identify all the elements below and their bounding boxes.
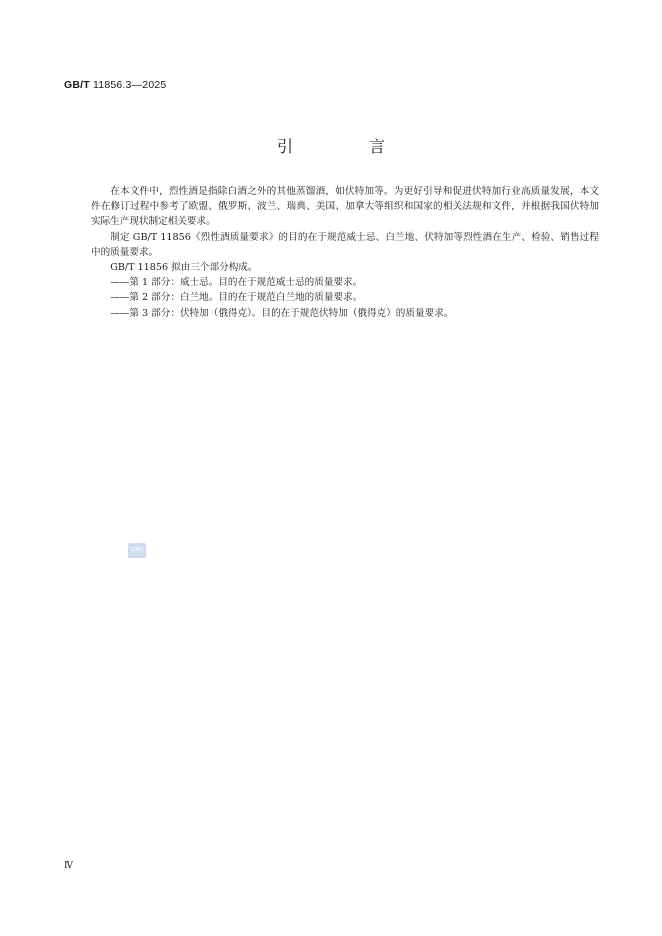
list-item-part-2: ——第 2 部分：白兰地。目的在于规范白兰地的质量要求。 xyxy=(110,292,363,304)
standard-number: 11856.3—2025 xyxy=(93,79,167,91)
paragraph-structure: GB/T 11856 拟由三个部分构成。 xyxy=(110,262,258,274)
page-number: Ⅳ xyxy=(64,861,73,871)
standard-prefix: GB/T xyxy=(64,79,90,91)
page-title: 引 言 xyxy=(276,137,415,156)
paragraph-purpose: 制定 GB/T 11856《烈性酒质量要求》的目的在于规范威士忌、白兰地、伏特加等烈性酒在生产、检验、销售过程中的质量要求。 xyxy=(91,231,599,258)
paragraph-definition: 在本文件中，烈性酒是指除白酒之外的其他蒸馏酒，如伏特加等。为更好引导和促进伏特加行业高质量发展，本文件在修订过程中参考了欧盟、俄罗斯、波兰、瑞典、美国、加拿大等组织和国家的相关法规和文件，并根据我国伏特加实际生产现状制定相关要求。 xyxy=(91,186,599,228)
watermark-logo: SDAC xyxy=(128,543,146,558)
list-item-part-3: ——第 3 部分：伏特加（俄得克）。目的在于规范伏特加（俄得克）的质量要求。 xyxy=(110,307,454,319)
introduction-body xyxy=(91,184,599,321)
standard-code xyxy=(64,79,166,91)
list-item-part-1: ——第 1 部分：威士忌。目的在于规范威士忌的质量要求。 xyxy=(110,277,363,289)
